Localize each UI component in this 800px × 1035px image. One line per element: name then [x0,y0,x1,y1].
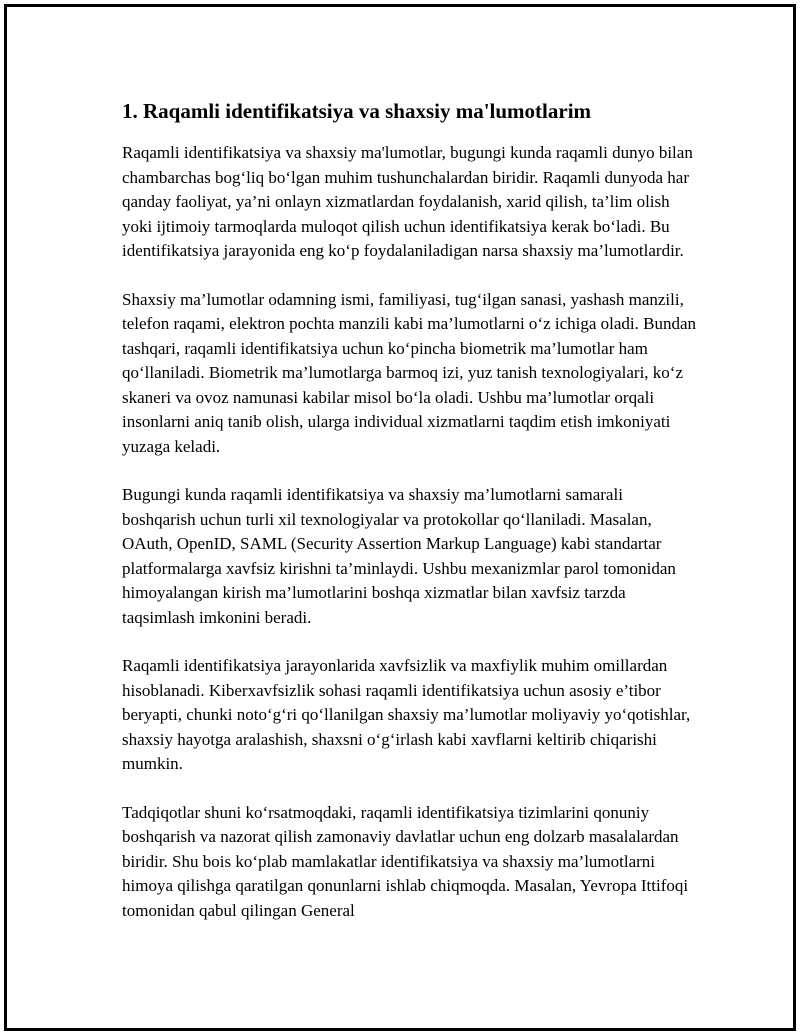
paragraph-5: Tadqiqotlar shuni ko‘rsatmoqdaki, raqamli identifikatsiya tizimlarini qonuniy boshqarish va nazorat qilish zamonaviy davlatlar uchun eng dolzarb masalalardan biridir. Shu bois ko‘plab mamlakatlar identifikatsiya va shaxsiy ma’lumotlarni himoya qilishga qaratilgan qonunlarni ishlab chiqmoqda. Masalan, Yevropa Ittifoqi tomonidan qabul qilingan General [122,802,689,920]
page-frame [4,4,796,1031]
paragraph-3: Bugungi kunda raqamli identifikatsiya va shaxsiy ma’lumotlarni samarali boshqarish uchun turli xil texnologiyalar va protokollar qo‘llaniladi. Masalan, OAuth, OpenID, SAML (Security Assertion Markup Language) kabi standartar platformalarga xavfsiz kirishni ta’minlaydi. Ushbu mexanizmlar parol tomonidan himoyalangan kirish ma’lumotlarini boshqa xizmatlar bilan xavfsiz tarzda taqsimlash imkonini beradi. [122,485,676,627]
paragraph-2: Shaxsiy ma’lumotlar odamning ismi, familiyasi, tug‘ilgan sanasi, yashash manzili, telefon raqami, elektron pochta manzili kabi ma’lumotlarni o‘z ichiga oladi. Bundan tashqari, raqamli identifikatsiya uchun ko‘pincha biometrik ma’lumotlar ham qo‘llaniladi. Biometrik ma’lumotlarga barmoq izi, yuz tanish texnologiyalari, ko‘z skaneri va ovoz namunasi kabilar misol bo‘la oladi. Ushbu ma’lumotlar orqali insonlarni aniq tanib olish, ularga individual xizmatlarni taqdim etish imkoniyati yuzaga keladi. [122,289,697,456]
paragraph-1: Raqamli identifikatsiya va shaxsiy ma'lumotlar, bugungi kunda raqamli dunyo bilan chambarchas bog‘liq bo‘lgan muhim tushunchalardan biridir. Raqamli dunyoda har qanday faoliyat, ya’ni onlayn xizmatlardan foydalanish, xarid qilish, ta’lim olish yoki ijtimoiy tarmoqlarda muloqot qilish uchun identifikatsiya kerak bo‘ladi. Bu identifikatsiya jarayonida eng ko‘p foydalaniladigan narsa shaxsiy ma’lumotlardir. [122,143,693,260]
paragraph-4: Raqamli identifikatsiya jarayonlarida xavfsizlik va maxfiylik muhim omillardan hisoblanadi. Kiberxavfsizlik sohasi raqamli identifikatsiya uchun asosiy e’tibor beryapti, chunki noto‘g‘ri qo‘llanilgan shaxsiy ma’lumotlar moliyaviy yo‘qotishlar, shaxsiy hayotga aralashish, shaxsni o‘g‘irlash kabi xavflarni keltirib chiqarishi mumkin. [122,656,691,773]
document-body [122,97,697,947]
section-heading: 1. Raqamli identifikatsiya va shaxsiy ma'lumotlarim [122,99,592,123]
